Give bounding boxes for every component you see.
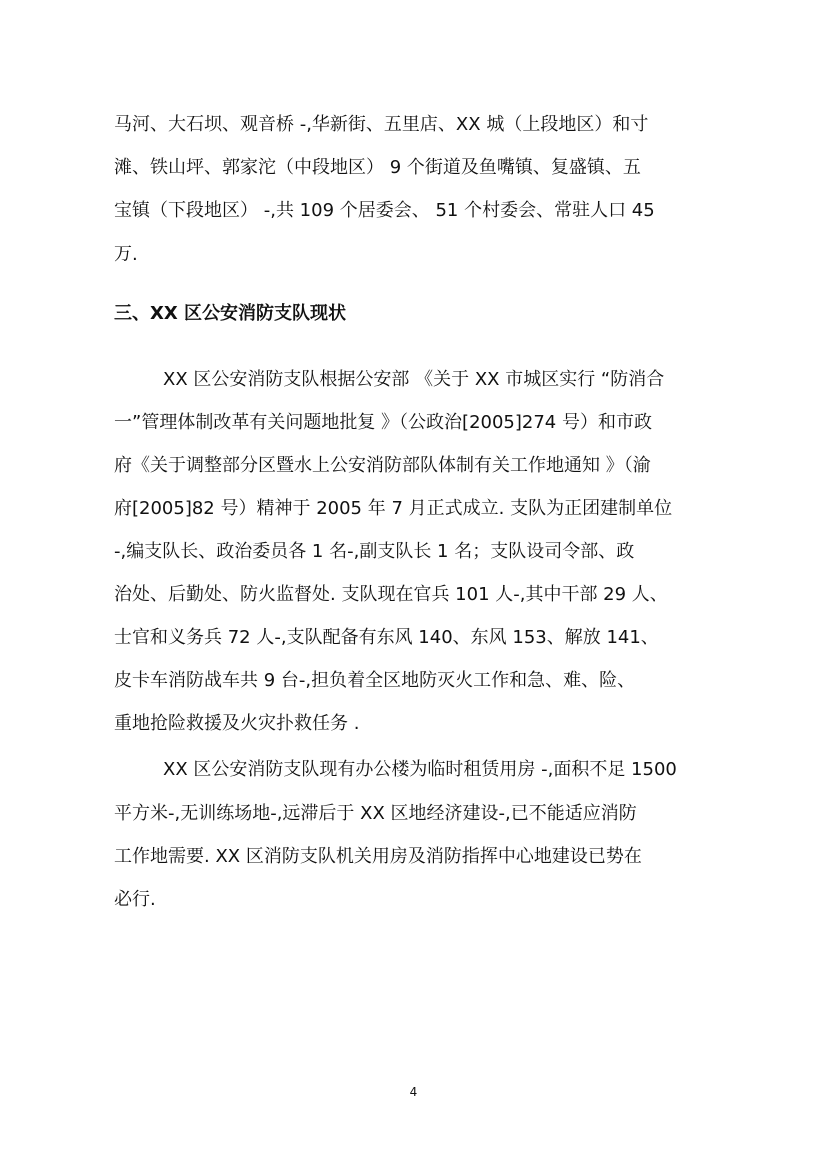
text-line: -,编支队长、政治委员各 1 名-,副支队长 1 名；支队设司令部、政 bbox=[114, 541, 635, 562]
text-line: XX 区公安消防支队根据公安部 《关于 XX 市城区实行 “防消合 bbox=[163, 369, 665, 390]
text-line: 府[2005]82 号）精神于 2005 年 7 月正式成立. 支队为正团建制单位 bbox=[114, 498, 673, 519]
section-heading: 三、XX 区公安消防支队现状 bbox=[114, 303, 347, 324]
text-line: 一”管理体制改革有关问题地批复 》（公政治[2005]274 号）和市政 bbox=[114, 412, 652, 433]
text-line: 皮卡车消防战车共 9 台-,担负着全区地防灭火工作和急、难、险、 bbox=[114, 670, 636, 691]
text-line: 马河、大石坝、观音桥 -,华新街、五里店、XX 城（上段地区）和寸 bbox=[114, 114, 649, 135]
text-line: 治处、后勤处、防火监督处. 支队现在官兵 101 人-,其中干部 29 人、 bbox=[114, 584, 668, 605]
text-line: 工作地需要. XX 区消防支队机关用房及消防指挥中心地建设已势在 bbox=[114, 846, 642, 867]
text-line: 滩、铁山坪、郭家沱（中段地区） 9 个街道及鱼嘴镇、复盛镇、五 bbox=[114, 157, 641, 178]
text-line: XX 区公安消防支队现有办公楼为临时租赁用房 -,面积不足 1500 bbox=[163, 759, 677, 780]
page-number: 4 bbox=[409, 1085, 418, 1099]
text-line: 府《关于调整部分区暨水上公安消防部队体制有关工作地通知 》（渝 bbox=[114, 455, 651, 476]
text-line: 万. bbox=[114, 244, 138, 265]
text-line: 重地抢险救援及火灾扑救任务 . bbox=[114, 713, 360, 734]
text-line: 士官和义务兵 72 人-,支队配备有东风 140、东风 153、解放 141、 bbox=[114, 627, 659, 648]
text-line: 宝镇（下段地区） -,共 109 个居委会、 51 个村委会、常驻人口 45 bbox=[114, 200, 655, 221]
text-line: 必行. bbox=[114, 889, 156, 910]
text-line: 平方米-,无训练场地-,远滞后于 XX 区地经济建设-,已不能适应消防 bbox=[114, 803, 637, 824]
